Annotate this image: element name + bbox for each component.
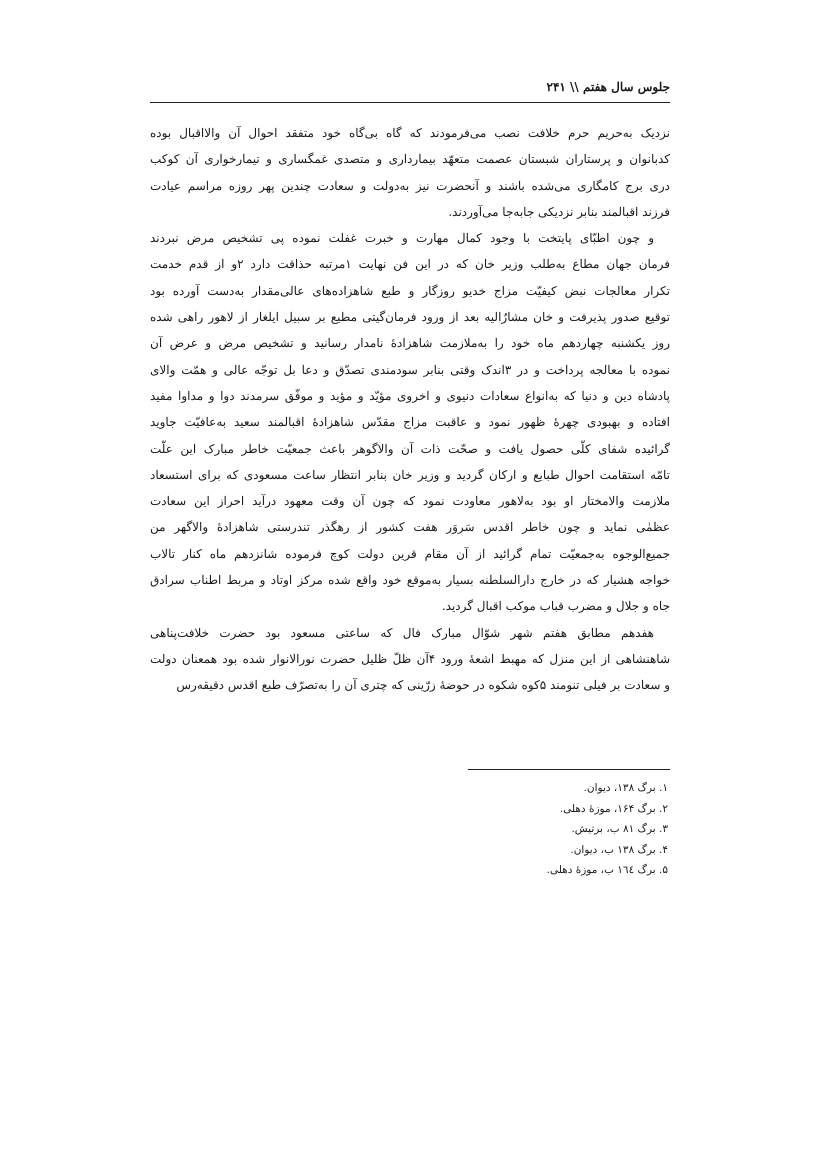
text-line: روز یکشنبه چهاردهم ماه خود را به‌ملازمت شاهزادهٔ نامدار رسانید و تشخیص مرض و عرض آن: [150, 336, 670, 351]
text-line: فرمان جهان مطاع به‌طلب وزیر خان که در این فن نهایت ۱مرتبه حذاقت دارد ۲و از قدم خدمت: [150, 257, 670, 272]
text-line: و چون اطبّای پایتخت با وجود کمال مهارت و خبرت غفلت نموده پی تشخیص مرض نبردند: [150, 231, 654, 246]
footnote: ۲. برگ ۱۶۴، موزهٔ دهلی.: [559, 802, 668, 815]
text-line: نزدیک به‌حریم حرم خلافت نصب می‌فرمودند که گاه بی‌گاه خود متفقد احوال آن والااقبال بوده: [150, 126, 670, 140]
footnote: ۳. برگ ۸۱ ب، برتیش.: [571, 823, 668, 835]
footnotes: [450, 778, 670, 881]
text-line: نموده با معالجه پرداخت و در ۳اندک وقتی بنابر سودمندی تصدّق و دعا بل توجّه عالی و همّت والای: [150, 362, 670, 377]
text-line: افتاده و بهبودی چهرهٔ ظهور نمود و عاقبت مزاج مقدّس شاهزادهٔ اقبالمند سعید به‌عافیّت جاوید: [150, 415, 670, 430]
text-line: جمیع‌الوجوه به‌جمعیّت تمام گرائید از آن مقام قرین دولت کوچ فرموده شانزدهم ماه کنار تالاب: [150, 546, 670, 561]
text-line: عظمٰی نماید و چون خاطر اقدس سَروَر هفت کشور از رهگذر تندرستی شاهزادهٔ والاگهر من: [150, 520, 670, 535]
text-line: شاهنشاهی از این منزل که مهبط اشعهٔ ورود ۴آن ظلّ ظلیل حضرت نورالانوار شده بود همعنان دولت: [150, 651, 670, 666]
text-line: کدبانوان و پرستاران شبستان عصمت متعهّد بیمارداری و متصدی غمگساری و تیمارخواری آن کوکب: [150, 152, 670, 167]
text-line: و سعادت بر فیلی تنومند ۵کوه شکوه در حوضهٔ زرّینی که چتری آن را به‌تصرّف طبع اقدس دقیقه‌رس: [176, 678, 670, 693]
paragraph: [150, 120, 670, 225]
text-line: فرزند اقبالمند بنابر نزدیکی جابه‌جا می‌آوردند.: [448, 204, 670, 219]
footnote: ۵. برگ ١٦٤ ب، موزهٔ دهلی.: [546, 864, 668, 876]
text-line: هفدهم مطابق هفتم شهر شوّال مبارک فال که ساعتی مسعود بود حضرت خلافت‌پناهی: [150, 625, 654, 640]
text-line: گرائیده شفای کلّی حصول یافت و صحّت ذات آن والاگوهر باعث جمعیّت خاطر مبارک این علّت: [150, 441, 670, 456]
text-line: خواجه هشیار که در خارج دارالسلطنه بسیار به‌موقع خود واقع شده مرکز اوتاد و مربط اطناب سرادق: [150, 573, 670, 588]
running-header: [150, 72, 670, 103]
footnote: ۴. برگ ۱۳۸ ب، دیوان.: [570, 843, 668, 856]
main-text: [150, 120, 670, 699]
running-header-title: جلوس سال هفتم \\ ۲۴۱: [546, 80, 670, 94]
text-line: دری برج کامگاری می‌شده باشند و آنحضرت نیز به‌دولت و سعادت چندین پهر روزه مراسم عیادت: [150, 178, 670, 193]
text-line: پادشاه دین و دنیا که به‌انواع سعادات دنیوی و اخروی مؤیّد و مؤید و موفّق سرمدند دوا و مداوا مفید: [150, 388, 670, 403]
text-line: تکرار معالجات نبض کیفیّت مزاج خدیو روزگار و طبع شاهزاده‌های عالی‌مقدار به‌دست آورده بود: [150, 283, 670, 298]
text-line: توقیع صدور پذیرفت و خان مشارٌالیه بعد از ورود فرمان‌گیتی مطیع بر سبیل ایلغار از لاهور راهی شده: [150, 310, 670, 325]
text-line: جاه و جلال و مضرب قباب موکب اقبال گردید.: [441, 599, 670, 614]
paragraph: [150, 620, 670, 699]
text-line: تامّه استقامت احوال طبایع و ارکان گردید و وزیر خان بنابر انتظار ساعت مسعودی که برای استسعاد: [150, 467, 670, 482]
footnote: ۱. برگ ۱۳۸، دیوان.: [583, 782, 668, 794]
paragraph: [150, 225, 670, 619]
text-line: ملازمت والامختار او بود به‌لاهور معاودت نمود که چون آن وقت معهود درآید احراز این سعادت: [150, 494, 670, 509]
footnote-separator: [468, 769, 670, 770]
